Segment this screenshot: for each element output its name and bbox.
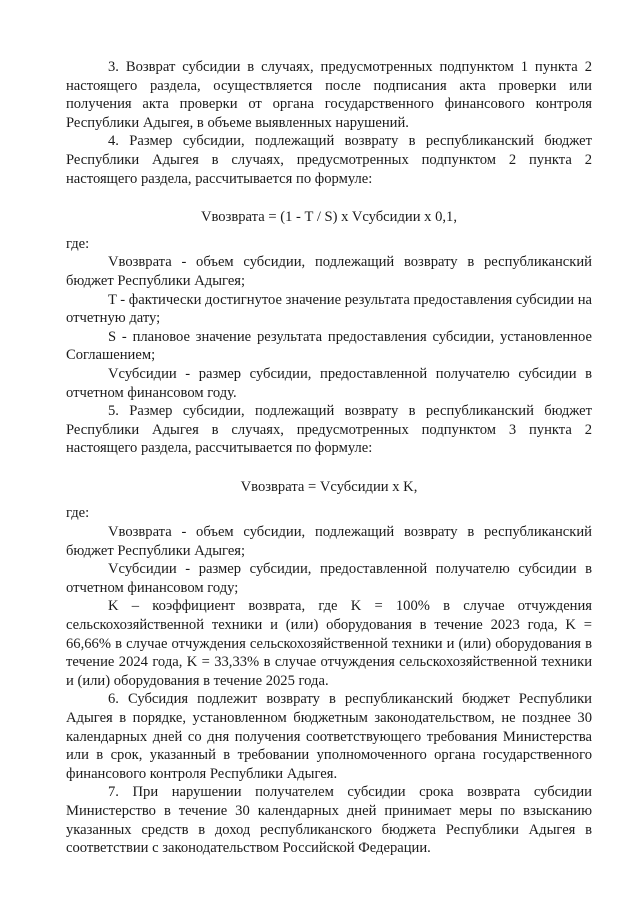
definition-t: T - фактически достигнутое значение результата предоставления субсидии на отчетную дату;	[66, 291, 592, 327]
where-label-2: где:	[66, 505, 90, 522]
paragraph-6: 6. Субсидия подлежит возврату в республиканский бюджет Республики Адыгея в порядке, установленном бюджетным законодательством, не позднее 30 календарных дней со дня получения соответствующего требования Министерства или в срок, указанный в требовании уполномоченного органа государственного финансового контроля Республики Адыгея.	[66, 691, 592, 782]
definition-k: K – коэффициент возврата, где K = 100% в случае отчуждения сельскохозяйственной техники и (или) оборудования в течение 2023 года, K = 66,66% в случае отчуждения сельскохозяйственной техники и (или) оборудования в течение 2024 года, K = 33,33% в случае отчуждения сельскохозяйственной техники и (или) оборудования в течение 2025 года.	[66, 598, 592, 689]
definition-s: S - плановое значение результата предоставления субсидии, установленное Соглашением;	[66, 328, 592, 364]
document-page	[66, 58, 592, 858]
paragraph-4: 4. Размер субсидии, подлежащий возврату в республиканский бюджет Республики Адыгея в случаях, предусмотренных подпунктом 2 пункта 2 настоящего раздела, рассчитывается по формуле:	[66, 133, 592, 187]
definition-vsubsidii-2: Vсубсидии - размер субсидии, предоставленной получателю субсидии в отчетном финансовом году;	[66, 561, 592, 596]
paragraph-7: 7. При нарушении получателем субсидии срока возврата субсидии Министерство в течение 30 календарных дней принимает меры по взысканию указанных средств в доход республиканского бюджета Республики Адыгея в соответствии с законодательством Российской Федерации.	[66, 784, 592, 857]
definition-vvozvrata-2: Vвозврата - объем субсидии, подлежащий возврату в республиканский бюджет Республики Адыгея;	[66, 524, 592, 559]
definition-vsubsidii-1: Vсубсидии - размер субсидии, предоставленной получателю субсидии в отчетном финансовом году.	[66, 365, 592, 401]
paragraph-3: 3. Возврат субсидии в случаях, предусмотренных подпунктом 1 пункта 2 настоящего раздела, осуществляется после подписания акта проверки или получения акта проверки от органа государственного финансового контроля Республики Адыгея, в объеме выявленных нарушений.	[66, 59, 592, 131]
paragraph-5: 5. Размер субсидии, подлежащий возврату в республиканский бюджет Республики Адыгея в случаях, предусмотренных подпунктом 3 пункта 2 настоящего раздела, рассчитывается по формуле:	[66, 403, 592, 457]
definition-vvozvrata-1: Vвозврата - объем субсидии, подлежащий возврату в республиканский бюджет Республики Адыгея;	[66, 254, 592, 289]
formula-1: Vвозврата = (1 - T / S) x Vсубсидии x 0,1,	[200, 209, 458, 226]
where-label-1: где:	[66, 235, 90, 252]
formula-2: Vвозврата = Vсубсидии x K,	[240, 478, 418, 495]
